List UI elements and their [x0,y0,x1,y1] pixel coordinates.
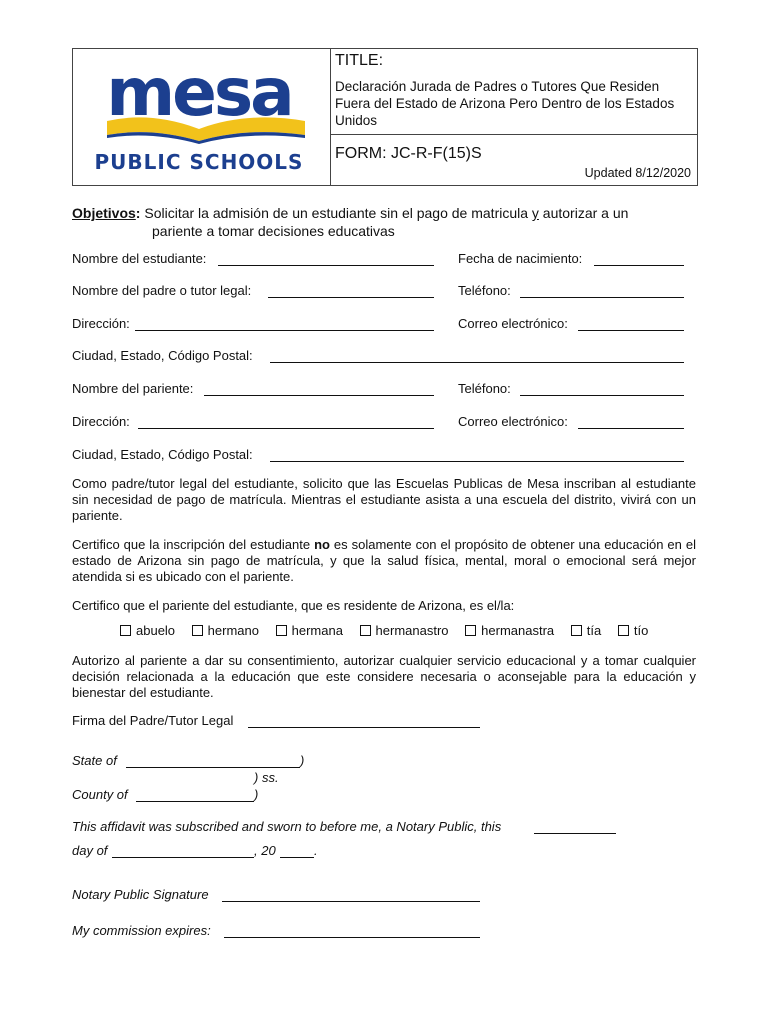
objective-label: Objetivos [72,205,136,221]
relation-option[interactable] [276,623,343,638]
city1-field[interactable] [270,362,684,363]
paragraph-request: Como padre/tutor legal del estudiante, solicito que las Escuelas Publicas de Mesa inscriban al estudiante sin necesidad de pago de matrícula. Mientras el estudiante asista a una escuela del distrito, vivirá con un pariente. [72,476,696,523]
year-field[interactable] [280,857,314,858]
student-name-label: Nombre del estudiante: [72,251,207,266]
email2-field[interactable] [578,428,684,429]
paren-2: ) [254,787,259,802]
relative-name-field[interactable] [204,395,434,396]
objective-y: y [531,205,539,221]
relation-checkboxes [120,623,661,638]
checkbox[interactable] [192,625,203,636]
parent-name-field[interactable] [268,297,434,298]
p2-bold: no [314,537,330,552]
title-cell [331,49,697,135]
ss-label: ) ss. [254,770,279,785]
address1-label: Dirección: [72,316,130,331]
logo-sub: PUBLIC SCHOOLS [94,150,304,174]
parent-signature-field[interactable] [248,727,480,728]
paren-1: ) [300,753,305,768]
period: . [314,843,318,858]
phone1-field[interactable] [520,297,684,298]
birth-date-field[interactable] [594,265,684,266]
checkbox[interactable] [618,625,629,636]
email2-label: Correo electrónico: [458,414,568,429]
birth-date-label: Fecha de nacimiento: [458,251,583,266]
email1-field[interactable] [578,330,684,331]
relation-option[interactable] [571,623,601,638]
updated-date: Updated 8/12/2020 [584,166,691,180]
relation-option[interactable] [120,623,175,638]
phone2-field[interactable] [520,395,684,396]
title-label: TITLE: [335,52,384,69]
student-name-field[interactable] [218,265,434,266]
p2-text-b: es solamente con el propósito de obtener una educación en el estado de Arizona sin pago de matrícula, y que la salud física, mental, moral o emocional será mejor atendida si es ubicado con el pariente. [72,537,696,584]
checkbox[interactable] [120,625,131,636]
document-title: Declaración Jurada de Padres o Tutores Que Residen Fuera del Estado de Arizona Pero Dentro de los Estados Unidos [335,79,675,128]
notary-signature-field[interactable] [222,901,480,902]
address1-field[interactable] [135,330,434,331]
email1-label: Correo electrónico: [458,316,568,331]
relative-name-label: Nombre del pariente: [72,381,194,396]
commission-field[interactable] [224,937,480,938]
paragraph-certify-relative: Certifico que el pariente del estudiante, que es residente de Arizona, es el/la: [72,598,515,613]
commission-label: My commission expires: [72,923,211,938]
relation-option[interactable] [360,623,449,638]
phone2-label: Teléfono: [458,381,511,396]
logo-cell [73,49,331,185]
logo-word: mesa [106,54,292,131]
state-of-label: State of [72,753,117,768]
relation-label: hermanastra [481,623,555,638]
relation-option[interactable] [618,623,648,638]
objective-line1-b: autorizar a un [538,205,629,221]
parent-signature-label: Firma del Padre/Tutor Legal [72,713,234,728]
checkbox[interactable] [571,625,582,636]
form-header [72,48,698,186]
state-field[interactable] [126,767,300,768]
city2-label: Ciudad, Estado, Código Postal: [72,447,253,462]
paragraph-certify-enrollment [72,537,696,585]
phone1-label: Teléfono: [458,283,511,298]
relation-label: hermanastro [375,623,449,638]
address2-label: Dirección: [72,414,130,429]
mesa-public-schools-logo [73,49,330,185]
county-field[interactable] [136,801,254,802]
objective-line1-a: Solicitar la admisión de un estudiante sin el pago de matricula [144,205,532,221]
city2-field[interactable] [270,461,684,462]
p2-text-a: Certifico que la inscripción del estudiante [72,537,315,552]
comma-20: , 20 [254,843,276,858]
county-of-label: County of [72,787,128,802]
relation-label: tío [633,623,649,638]
objective-colon: : [135,205,141,221]
checkbox[interactable] [276,625,287,636]
address2-field[interactable] [138,428,434,429]
paragraph-authorize: Autorizo al pariente a dar su consentimiento, autorizar cualquier servicio educacional y a tomar cualquier decisión relacionada a la educación que este considere necesaria o aconsejable para la educación y bienestar del estudiante. [72,653,696,700]
city1-label: Ciudad, Estado, Código Postal: [72,348,253,363]
month-field[interactable] [112,857,254,858]
relation-label: hermano [207,623,259,638]
relation-option[interactable] [192,623,259,638]
objective-line2: pariente a tomar decisiones educativas [152,223,395,239]
relation-label: hermana [291,623,343,638]
day-of-label: day of [72,843,108,858]
notary-signature-label: Notary Public Signature [72,887,209,902]
checkbox[interactable] [360,625,371,636]
relation-label: abuelo [136,623,176,638]
affidavit-text: This affidavit was subscribed and sworn to before me, a Notary Public, this [72,819,502,834]
parent-name-label: Nombre del padre o tutor legal: [72,283,252,298]
checkbox[interactable] [465,625,476,636]
affidavit-day-field[interactable] [534,833,616,834]
objective-block [72,204,702,240]
form-cell [331,135,697,185]
relation-option[interactable] [465,623,554,638]
form-number: FORM: JC-R-F(15)S [335,145,482,162]
relation-label: tía [586,623,602,638]
